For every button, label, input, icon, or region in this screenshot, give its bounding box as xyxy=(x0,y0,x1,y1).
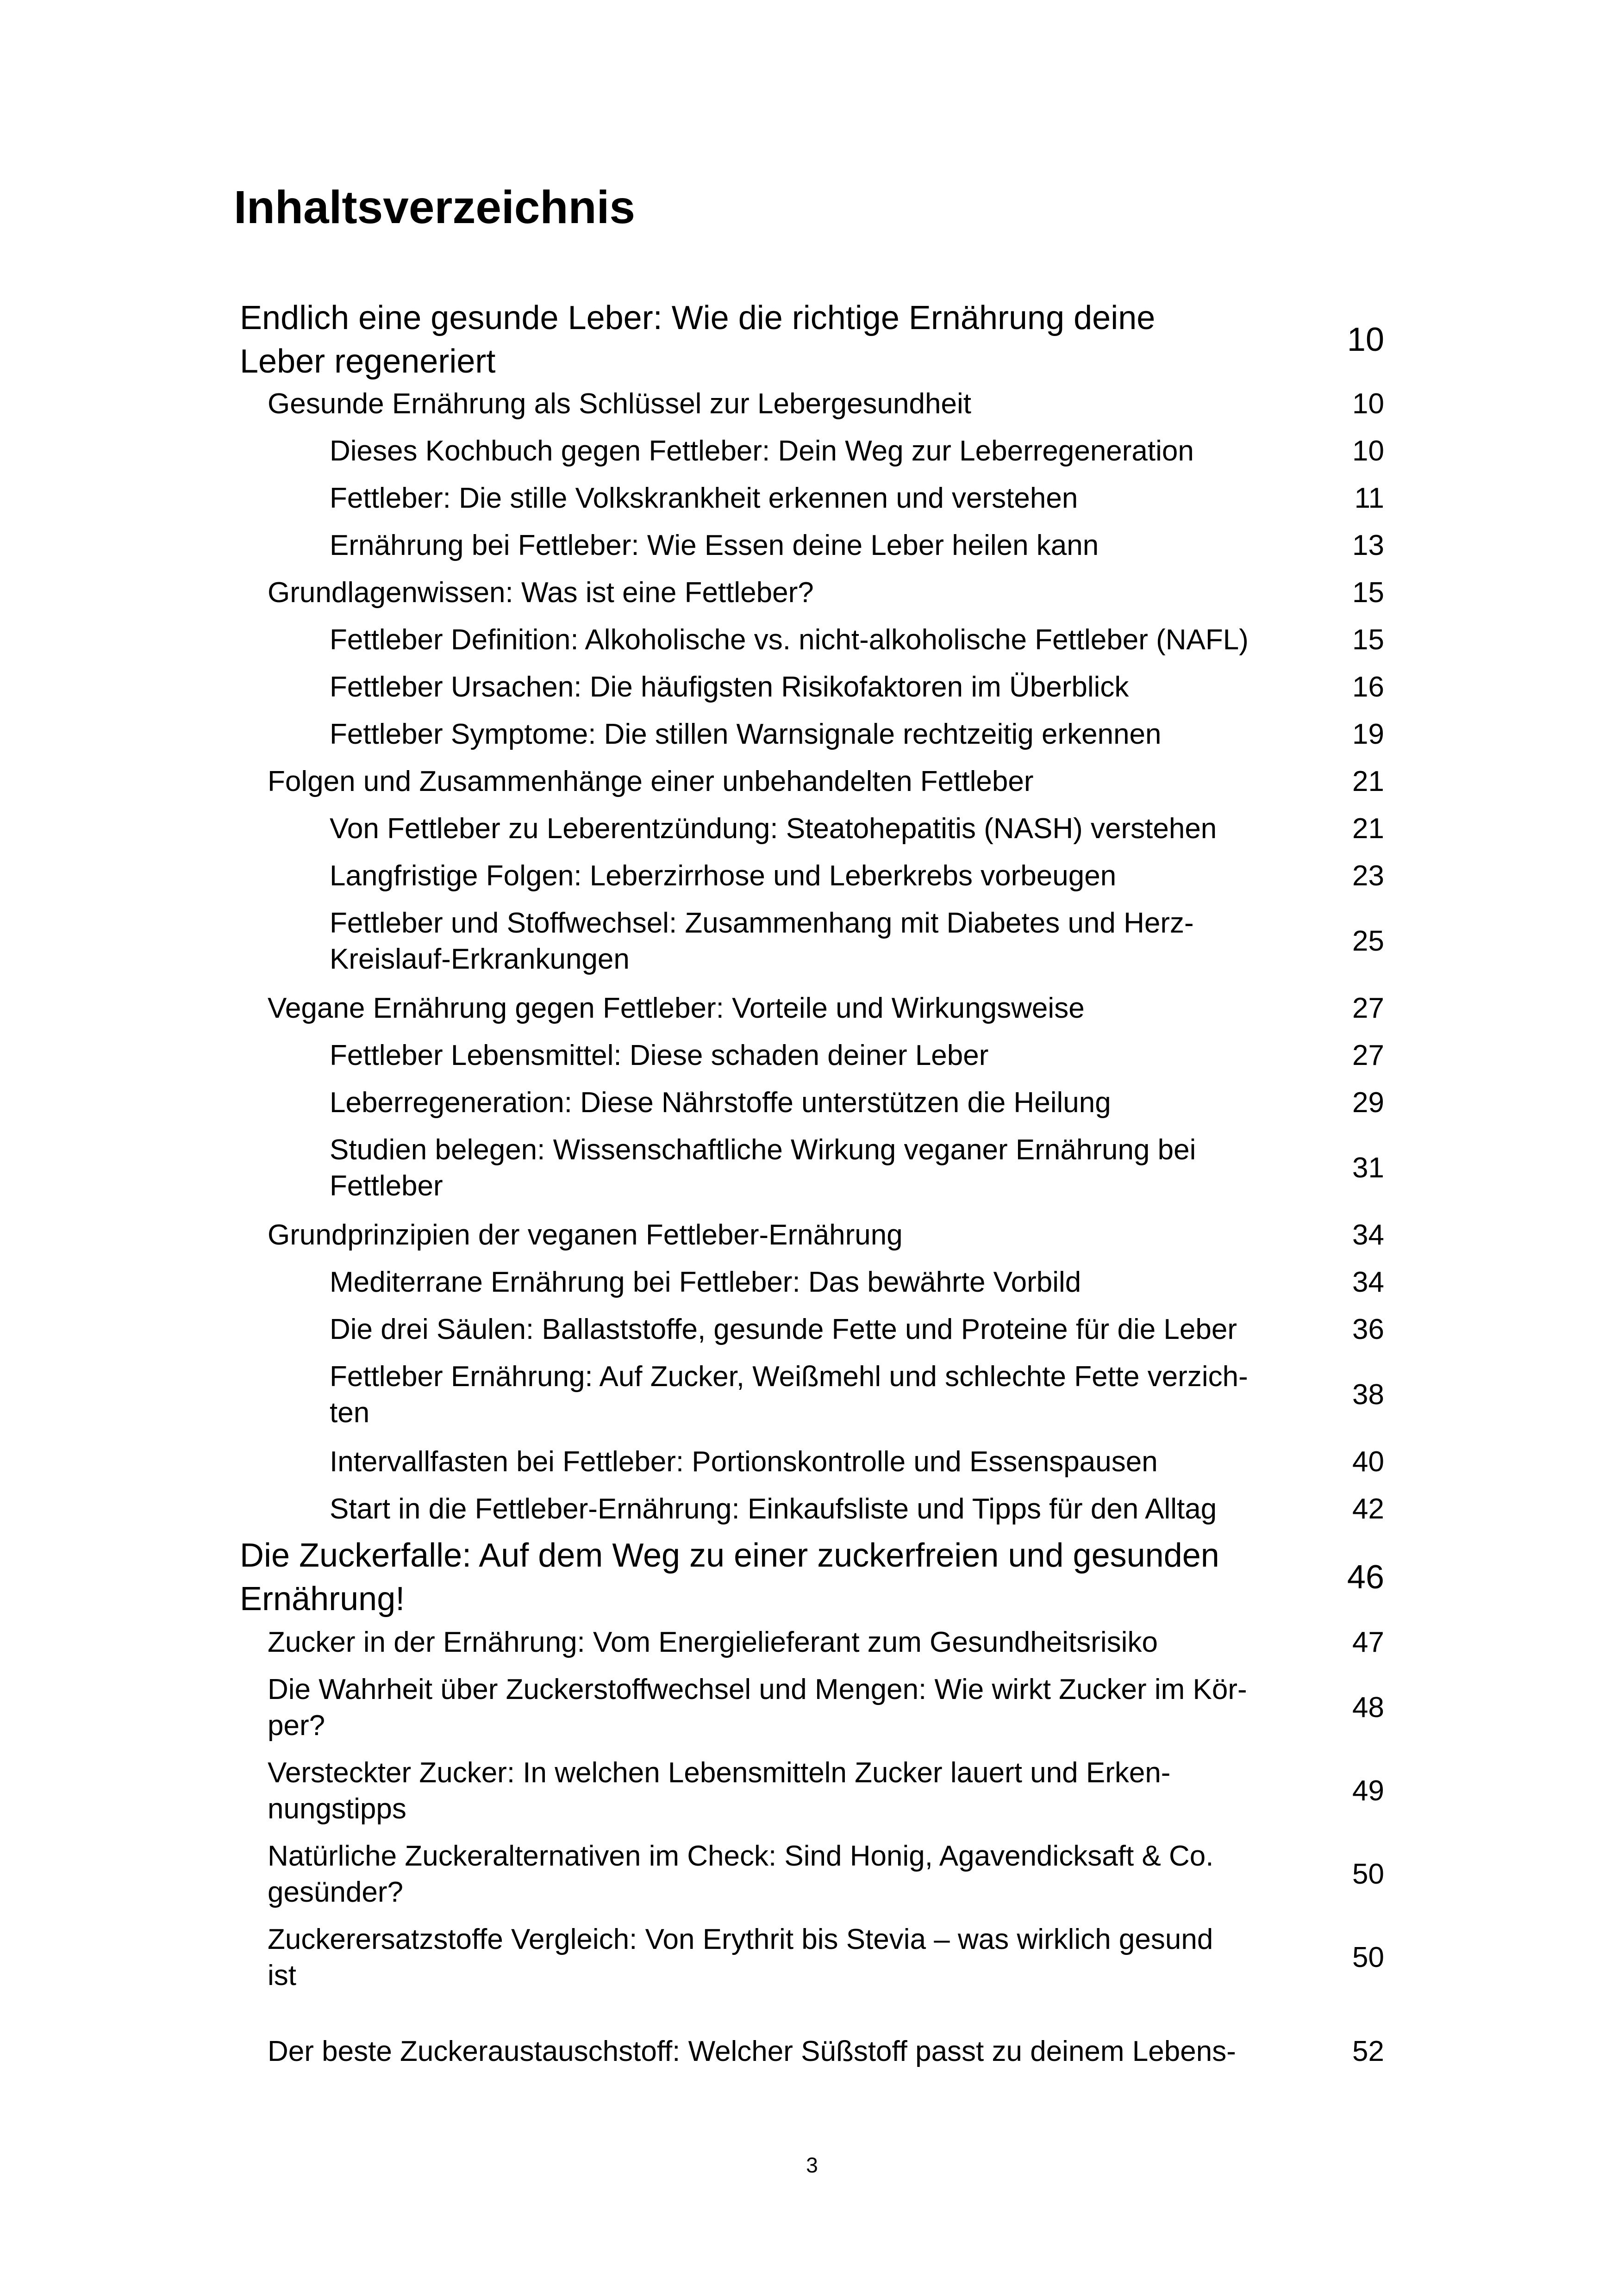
toc-entry-page: 10 xyxy=(1352,388,1384,420)
toc-entry-title-line: Leberregeneration: Diese Nährstoffe unterstützen die Heilung xyxy=(330,1087,1111,1119)
toc-entry-title-line: Gesunde Ernährung als Schlüssel zur Lebergesundheit xyxy=(268,388,971,420)
toc-entry-title-line: Natürliche Zuckeralternativen im Check: Sind Honig, Agavendicksaft & Co. xyxy=(268,1840,1214,1872)
toc-entry-page: 49 xyxy=(1352,1775,1384,1807)
toc-entry[interactable] xyxy=(330,1491,1384,1527)
toc-entry-title xyxy=(330,1312,1237,1348)
toc-entry-page: 21 xyxy=(1352,813,1384,845)
toc-entry[interactable] xyxy=(330,905,1384,977)
toc-entry-title-line: Intervallfasten bei Fettleber: Portionskontrolle und Essenspausen xyxy=(330,1446,1158,1478)
toc-entry-page: 42 xyxy=(1352,1493,1384,1525)
toc-entry-title xyxy=(268,1755,1170,1827)
toc-entry-page: 25 xyxy=(1352,925,1384,957)
toc-entry[interactable] xyxy=(268,2034,1384,2070)
toc-entry-page: 34 xyxy=(1352,1266,1384,1298)
toc-entry[interactable] xyxy=(330,433,1384,469)
toc-entry[interactable] xyxy=(268,1755,1384,1827)
toc-entry-title-line: Folgen und Zusammenhänge einer unbehandelten Fettleber xyxy=(268,765,1034,797)
toc-entry-page: 50 xyxy=(1352,1941,1384,1973)
toc-entry-title-line: Vegane Ernährung gegen Fettleber: Vorteile und Wirkungsweise xyxy=(268,992,1085,1024)
toc-entry[interactable] xyxy=(268,386,1384,422)
toc-entry-title-line: Der beste Zuckeraustauschstoff: Welcher Süßstoff passt zu deinem Lebens- xyxy=(268,2035,1236,2067)
toc-entry-page: 29 xyxy=(1352,1087,1384,1119)
toc-entry[interactable] xyxy=(330,1085,1384,1121)
toc-entry-title-line: Ernährung bei Fettleber: Wie Essen deine Leber heilen kann xyxy=(330,529,1099,561)
toc-entry[interactable] xyxy=(330,1038,1384,1074)
toc-entry-title-line: Fettleber und Stoffwechsel: Zusammenhang mit Diabetes und Herz- xyxy=(330,907,1194,939)
toc-entry-title-line: Endlich eine gesunde Leber: Wie die richtige Ernährung deine xyxy=(240,299,1156,336)
toc-entry-title-line: Studien belegen: Wissenschaftliche Wirkung veganer Ernährung bei xyxy=(330,1134,1196,1166)
toc-entry[interactable] xyxy=(330,622,1384,658)
toc-entry-title-line: Mediterrane Ernährung bei Fettleber: Das bewährte Vorbild xyxy=(330,1266,1081,1298)
toc-entry-title xyxy=(268,386,971,422)
toc-entry-title-line: Leber regeneriert xyxy=(240,343,496,380)
toc-entry-title-line: ten xyxy=(330,1397,370,1429)
toc-entry-title-line: Die Zuckerfalle: Auf dem Weg zu einer zuckerfreien und gesunden xyxy=(240,1537,1219,1574)
toc-entry[interactable] xyxy=(330,716,1384,753)
toc-entry-title xyxy=(268,2034,1236,2070)
toc-entry[interactable] xyxy=(330,528,1384,564)
toc-entry-title-line: Die Wahrheit über Zuckerstoffwechsel und Mengen: Wie wirkt Zucker im Kör- xyxy=(268,1674,1247,1705)
toc-entry-title xyxy=(268,1624,1158,1661)
toc-entry-title-line: Versteckter Zucker: In welchen Lebensmitteln Zucker lauert und Erken- xyxy=(268,1757,1171,1789)
toc-entry-title-line: Fettleber Definition: Alkoholische vs. nicht-alkoholische Fettleber (NAFL) xyxy=(330,624,1249,656)
toc-entry-page: 15 xyxy=(1352,577,1384,609)
toc-entry-page: 40 xyxy=(1352,1446,1384,1478)
toc-entry-page: 38 xyxy=(1352,1379,1384,1411)
toc-entry-title-line: Zucker in der Ernährung: Vom Energielieferant zum Gesundheitsrisiko xyxy=(268,1626,1158,1658)
toc-entry[interactable] xyxy=(330,480,1384,516)
toc-entry-title xyxy=(268,1672,1247,1744)
toc-entry-title xyxy=(268,990,1085,1027)
toc-entry-page: 47 xyxy=(1352,1626,1384,1658)
toc-entry-title-line: nungstipps xyxy=(268,1793,406,1825)
toc-entry-page: 27 xyxy=(1352,1039,1384,1071)
toc-entry-title-line: Kreislauf-Erkrankungen xyxy=(330,943,630,975)
toc-entry-title xyxy=(240,1534,1219,1621)
toc-entry-title-line: ist xyxy=(268,1960,296,1991)
toc-entry-title-line: Start in die Fettleber-Ernährung: Einkaufsliste und Tipps für den Alltag xyxy=(330,1493,1217,1525)
toc-entry[interactable] xyxy=(268,1672,1384,1744)
toc-entry-title-line: Fettleber Symptome: Die stillen Warnsignale rechtzeitig erkennen xyxy=(330,718,1162,750)
toc-entry-page: 11 xyxy=(1354,482,1384,514)
toc-entry-title xyxy=(330,1132,1196,1204)
toc-entry[interactable] xyxy=(330,1312,1384,1348)
toc-entry-page: 19 xyxy=(1352,718,1384,750)
toc-entry[interactable] xyxy=(330,1359,1384,1431)
toc-entry-title-line: Grundprinzipien der veganen Fettleber-Ernährung xyxy=(268,1219,903,1251)
toc-entry-title xyxy=(330,1264,1081,1300)
toc-entry-page: 10 xyxy=(1352,435,1384,467)
toc-entry[interactable] xyxy=(268,764,1384,800)
toc-entry-title xyxy=(330,905,1194,977)
toc-entry[interactable] xyxy=(330,669,1384,705)
toc-entry-page: 34 xyxy=(1352,1219,1384,1251)
toc-entry-title xyxy=(330,716,1162,753)
toc-entry-title xyxy=(268,764,1033,800)
toc-entry-page: 10 xyxy=(1347,321,1384,358)
toc-entry[interactable] xyxy=(240,296,1384,383)
toc-entry[interactable] xyxy=(330,858,1384,894)
toc-entry[interactable] xyxy=(268,1922,1384,1994)
toc-entry-title-line: Dieses Kochbuch gegen Fettleber: Dein Weg zur Leberregeneration xyxy=(330,435,1194,467)
toc-entry-title xyxy=(330,1444,1158,1480)
toc-entry-title xyxy=(330,528,1099,564)
toc-entry-page: 36 xyxy=(1352,1313,1384,1345)
toc-entry-page: 50 xyxy=(1352,1858,1384,1890)
toc-entry-title-line: Fettleber Ursachen: Die häufigsten Risikofaktoren im Überblick xyxy=(330,671,1129,703)
toc-entry-title-line: Fettleber Lebensmittel: Diese schaden deiner Leber xyxy=(330,1039,989,1071)
toc-entry-title xyxy=(330,622,1249,658)
toc-entry-title-line: Fettleber xyxy=(330,1170,443,1202)
toc-entry-title xyxy=(330,480,1078,516)
toc-entry-page: 31 xyxy=(1352,1152,1384,1184)
toc-entry-title-line: per? xyxy=(268,1710,325,1742)
toc-entry[interactable] xyxy=(330,1264,1384,1300)
toc-entry[interactable] xyxy=(268,1838,1384,1910)
toc-entry[interactable] xyxy=(268,1624,1384,1661)
toc-entry-title xyxy=(330,811,1217,847)
toc-entry-title xyxy=(268,1922,1213,1994)
toc-entry-title-line: Zuckerersatzstoffe Vergleich: Von Erythrit bis Stevia – was wirklich gesund xyxy=(268,1923,1213,1955)
toc-entry-page: 27 xyxy=(1352,992,1384,1024)
toc-heading: Inhaltsverzeichnis xyxy=(234,181,635,233)
toc-entry-title-line: Fettleber: Die stille Volkskrankheit erkennen und verstehen xyxy=(330,482,1078,514)
toc-entry-page: 23 xyxy=(1352,860,1384,892)
toc-entry-title-line: Die drei Säulen: Ballaststoffe, gesunde Fette und Proteine für die Leber xyxy=(330,1313,1237,1345)
toc-entry-title xyxy=(330,1491,1217,1527)
toc-entry-title xyxy=(240,296,1155,383)
toc-entry-title xyxy=(330,1038,988,1074)
toc-entry-title xyxy=(330,433,1194,469)
toc-entry-title-line: gesünder? xyxy=(268,1876,404,1908)
toc-entry[interactable] xyxy=(240,1534,1384,1621)
toc-entry-title xyxy=(268,1217,903,1253)
toc-entry-page: 46 xyxy=(1347,1559,1384,1596)
toc-entry-title xyxy=(268,1838,1214,1910)
toc-entry-title-line: Von Fettleber zu Leberentzündung: Steatohepatitis (NASH) verstehen xyxy=(330,813,1217,845)
toc-entry-page: 52 xyxy=(1352,2035,1384,2067)
toc-entry[interactable] xyxy=(268,1217,1384,1253)
toc-entry-page: 15 xyxy=(1352,624,1384,656)
toc-entry-title xyxy=(330,1359,1248,1431)
toc-entry[interactable] xyxy=(268,990,1384,1027)
page-number: 3 xyxy=(806,2153,818,2177)
toc-entry-page: 13 xyxy=(1352,529,1384,561)
toc-entry[interactable] xyxy=(330,811,1384,847)
toc-entry-page: 48 xyxy=(1352,1692,1384,1724)
toc-entry-title-line: Fettleber Ernährung: Auf Zucker, Weißmehl und schlechte Fette verzich- xyxy=(330,1361,1248,1393)
toc-entry-page: 16 xyxy=(1352,671,1384,703)
toc-entry[interactable] xyxy=(330,1132,1384,1204)
toc-entry-title-line: Ernährung! xyxy=(240,1580,405,1618)
toc-entry-title-line: Langfristige Folgen: Leberzirrhose und Leberkrebs vorbeugen xyxy=(330,860,1117,892)
toc-entry-title xyxy=(268,575,814,611)
toc-entry-page: 21 xyxy=(1352,765,1384,797)
toc-entry-title xyxy=(330,858,1116,894)
toc-entry-title xyxy=(330,669,1129,705)
toc-entry[interactable] xyxy=(268,575,1384,611)
toc-entry-title xyxy=(330,1085,1111,1121)
toc-entry-title-line: Grundlagenwissen: Was ist eine Fettleber? xyxy=(268,577,814,609)
toc-entry[interactable] xyxy=(330,1444,1384,1480)
